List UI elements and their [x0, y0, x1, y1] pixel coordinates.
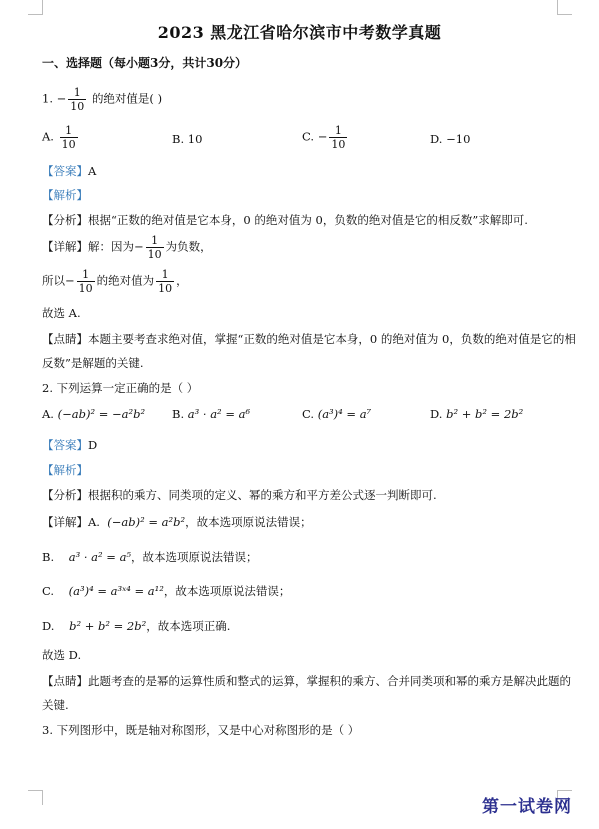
q2-option-c: C. (a³)⁴ = a⁷: [302, 407, 372, 421]
crop-mark-top-right: [557, 0, 572, 15]
q2-dianjing-line2: 关键.: [42, 698, 69, 712]
q1-stem-text: 的绝对值是( ): [91, 91, 163, 106]
q1-stem: [42, 86, 162, 113]
q1-xiangjie: 【详解】解：因为− $\frac{1}{10}$ 为负数，: [42, 234, 212, 261]
page-title: 2023 黑龙江省哈尔滨市中考数学真题: [157, 23, 442, 42]
q1-dianjing-line2: 反数”是解题的关键.: [42, 356, 144, 370]
q1-option-d: D. −10: [430, 132, 471, 146]
q2-answer: 【答案】D: [42, 438, 98, 452]
q1-option-b: B. 10: [172, 132, 203, 146]
q2-xiangjie-d: D. b² + b² = 2b²，故本选项正确.: [42, 619, 231, 633]
section-heading: 一、选择题（每小题3分，共计30分）: [42, 56, 248, 70]
crop-mark-top-left: [28, 0, 43, 15]
crop-mark-bottom-left: [28, 790, 43, 805]
q1-suoyi: 所以− $\frac{1}{10}$ 的绝对值为 $\frac{1}{10}$ ，: [42, 268, 188, 295]
q1-number: 1.: [42, 91, 53, 106]
q1-answer: 【答案】A: [42, 164, 97, 178]
q2-guxuan: 故选 D.: [42, 648, 82, 662]
q2-option-b: B. a³ · a² = a⁶: [172, 407, 251, 421]
q1-option-c: C. − $\frac{1}{10}$: [302, 124, 346, 151]
q2-xiangjie-b: B. a³ · a² = a⁵，故本选项原说法错误；: [42, 550, 258, 564]
q2-option-d: D. b² + b² = 2b²: [430, 407, 524, 421]
q1-stem-fraction: − $\frac{1}{10}$: [56, 86, 85, 113]
q2-dianjing-line1: 【点睛】此题考查的是幂的运算性质和整式的运算，掌握积的乘方、合并同类项和幂的乘方是解决此题的: [42, 674, 571, 688]
q2-xiangjie-a: 【详解】A. (−ab)² = a²b²，故本选项原说法错误；: [42, 515, 312, 529]
q1-dianjing-line1: 【点睛】本题主要考查求绝对值，掌握“正数的绝对值是它本身，0 的绝对值为 0，负数的绝对值是它的相: [42, 332, 576, 346]
watermark-logo: 第一试卷网: [482, 797, 572, 817]
q1-analysis-tag: 【解析】: [42, 188, 88, 202]
q2-analysis-tag: 【解析】: [42, 463, 88, 477]
q2-fenxi: 【分析】根据积的乘方、同类项的定义、幂的乘方和平方差公式逐一判断即可.: [42, 488, 437, 502]
q2-option-a: A. (−ab)² = −a²b²: [42, 407, 146, 421]
q3-stem: 3. 下列图形中，既是轴对称图形，又是中心对称图形的是（ ）: [42, 723, 360, 737]
q1-guxuan: 故选 A.: [42, 306, 81, 320]
q1-option-a: A. $\frac{1}{10}$: [42, 124, 76, 151]
q2-stem: 2. 下列运算一定正确的是（ ）: [42, 381, 199, 395]
q2-xiangjie-c: C. (a³)⁴ = a³ˣ⁴ = a¹²，故本选项原说法错误；: [42, 584, 291, 598]
q1-fenxi: 【分析】根据“正数的绝对值是它本身，0 的绝对值为 0，负数的绝对值是它的相反数”求解即可.: [42, 213, 528, 227]
